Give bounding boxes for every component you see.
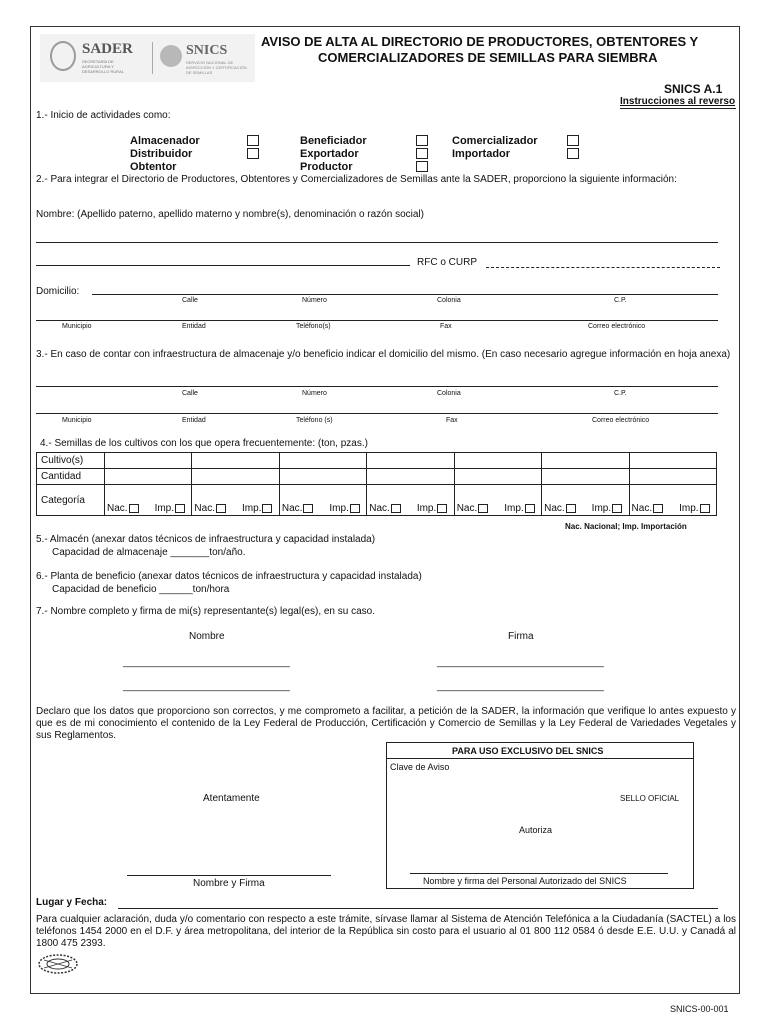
snics-personal-label: Nombre y firma del Personal Autorizado del SNICS [423, 876, 627, 886]
instructions-note: Instrucciones al reverso [620, 96, 736, 107]
categoria-cell[interactable] [542, 485, 629, 516]
imp-label: Imp. [329, 503, 349, 514]
cultivo-cell[interactable] [454, 453, 541, 469]
infra-label-cp: C.P. [614, 390, 627, 397]
infra-label-fax: Fax [446, 417, 458, 424]
logo-divider [152, 42, 153, 74]
rep-name-line-1[interactable]: ______________________________ [123, 657, 290, 668]
imp-label: Imp. [591, 503, 612, 514]
name-field-line[interactable] [36, 242, 718, 243]
cantidad-cell[interactable] [629, 469, 716, 485]
infra-label-calle: Calle [182, 390, 198, 397]
rep-sign-line-1[interactable]: ______________________________ [437, 657, 604, 668]
checkbox-productor[interactable] [416, 161, 428, 172]
checkbox-importador[interactable] [567, 148, 579, 159]
option-almacenador-label: Almacenador [130, 135, 200, 147]
eagle-seal-icon [50, 41, 76, 71]
nac-checkbox[interactable] [303, 504, 313, 513]
dom-label-colonia: Colonia [437, 297, 461, 304]
table-row [37, 485, 717, 516]
cantidad-cell[interactable] [279, 469, 366, 485]
imp-checkbox[interactable] [437, 504, 447, 513]
document-code: SNICS-00-001 [670, 1004, 729, 1014]
nac-checkbox[interactable] [566, 504, 576, 513]
domicilio-line-2[interactable] [36, 320, 718, 321]
option-obtentor-label: Obtentor [130, 161, 177, 173]
name-field-line-2[interactable] [36, 265, 410, 266]
nac-checkbox[interactable] [653, 504, 663, 513]
infra-label-correo: Correo electrónico [592, 417, 650, 424]
rfc-label: RFC o CURP [417, 257, 478, 268]
infra-label-entidad: Entidad [182, 417, 206, 424]
form-title-line2: COMERCIALIZADORES DE SEMILLAS PARA SIEMBRA [318, 50, 658, 65]
imp-checkbox[interactable] [175, 504, 185, 513]
sader-logo-text: SADER [82, 41, 133, 57]
categoria-cell[interactable] [192, 485, 279, 516]
table-row [37, 453, 717, 469]
checkbox-beneficiador[interactable] [416, 135, 428, 146]
rfc-field-line[interactable] [486, 267, 720, 268]
cultivo-cell[interactable] [542, 453, 629, 469]
lugar-fecha-label: Lugar y Fecha: [36, 897, 108, 908]
nac-label: Nac. [631, 503, 653, 514]
domicilio-line-1[interactable] [92, 294, 718, 295]
option-importador-label: Importador [452, 148, 511, 160]
cultivo-cell[interactable] [279, 453, 366, 469]
dom-label-numero: Número [302, 297, 327, 304]
option-comercializador-label: Comercializador [452, 135, 538, 147]
dom-label-fax: Fax [440, 323, 452, 330]
checkbox-distribuidor[interactable] [247, 148, 259, 159]
section5-line1: 5.- Almacén (anexar datos técnicos de infraestructura y capacidad instalada) [36, 534, 376, 545]
nac-label: Nac. [281, 503, 303, 514]
nac-checkbox[interactable] [216, 504, 226, 513]
imp-label: Imp. [504, 503, 524, 514]
option-distribuidor-label: Distribuidor [130, 148, 193, 160]
imp-checkbox[interactable] [612, 504, 622, 513]
rep-firma-label: Firma [508, 631, 534, 642]
cantidad-cell[interactable] [454, 469, 541, 485]
section3-heading: 3.- En caso de contar con infraestructura de almacenaje y/o beneficio indicar el domicilio del mismo. (En caso necesario agregue información en hoja anexa) [36, 349, 731, 360]
lugar-fecha-line[interactable] [118, 908, 718, 909]
table-row [37, 469, 717, 485]
section6-line2: Capacidad de beneficio ______ton/hora [52, 584, 230, 595]
categoria-cell[interactable] [279, 485, 366, 516]
section1-heading: 1.- Inicio de actividades como: [36, 110, 171, 121]
atentamente-label: Atentamente [203, 793, 260, 804]
option-productor-label: Productor [300, 161, 353, 173]
nac-label: Nac. [544, 503, 565, 514]
section4-heading: 4.- Semillas de los cultivos con los que opera frecuentemente: (ton, pzas.) [40, 438, 368, 449]
checkbox-comercializador[interactable] [567, 135, 579, 146]
imp-label: Imp. [679, 503, 699, 514]
row-label-cultivo: Cultivo(s) [37, 453, 105, 469]
categoria-cell[interactable] [105, 485, 192, 516]
snics-logo-text: SNICS [186, 43, 228, 58]
rep-sign-line-2[interactable]: ______________________________ [437, 681, 604, 692]
cantidad-cell[interactable] [542, 469, 629, 485]
crops-table [36, 452, 717, 516]
cantidad-cell[interactable] [192, 469, 279, 485]
sactel-logo-icon [36, 952, 80, 981]
imp-checkbox[interactable] [350, 504, 360, 513]
cantidad-cell[interactable] [105, 469, 192, 485]
dom-label-correo: Correo electrónico [588, 323, 646, 330]
section7-heading: 7.- Nombre completo y firma de mi(s) representante(s) legal(es), en su caso. [36, 606, 376, 617]
dom-label-telefono: Teléfono(s) [296, 323, 331, 330]
row-label-categoria: Categoría [37, 485, 105, 516]
sader-logo-subtext: SECRETARÍA DE AGRICULTURA Y DESARROLLO RURAL [82, 59, 125, 74]
name-label: Nombre: (Apellido paterno, apellido materno y nombre(s), denominación o razón social) [36, 209, 424, 220]
row-label-cantidad: Cantidad [37, 469, 105, 485]
nac-checkbox[interactable] [129, 504, 139, 513]
form-code: SNICS A.1 [664, 82, 723, 96]
snics-box-title-rule [386, 758, 694, 759]
dom-label-entidad: Entidad [182, 323, 206, 330]
infra-label-colonia: Colonia [437, 390, 461, 397]
sello-oficial-label: SELLO OFICIAL [620, 794, 680, 803]
nac-label: Nac. [194, 503, 215, 514]
categoria-cell[interactable] [454, 485, 541, 516]
snics-circle-icon [160, 45, 182, 67]
nac-checkbox[interactable] [478, 504, 488, 513]
option-exportador-label: Exportador [300, 148, 359, 160]
infra-label-numero: Número [302, 390, 327, 397]
nac-label: Nac. [107, 503, 128, 514]
autoriza-label: Autoriza [519, 825, 553, 835]
snics-box-title: PARA USO EXCLUSIVO DEL SNICS [452, 746, 604, 756]
clave-aviso-label: Clave de Aviso [390, 762, 450, 772]
domicilio-label: Domicilio: [36, 286, 80, 297]
nac-imp-legend: Nac. Nacional; Imp. Importación [565, 522, 687, 531]
imp-checkbox[interactable] [700, 504, 710, 513]
checkbox-almacenador[interactable] [247, 135, 259, 146]
cultivo-cell[interactable] [192, 453, 279, 469]
checkbox-exportador[interactable] [416, 148, 428, 159]
imp-label: Imp. [154, 503, 175, 514]
nac-label: Nac. [369, 503, 390, 514]
imp-label: Imp. [241, 503, 262, 514]
rep-nombre-label: Nombre [189, 631, 225, 642]
declaration-text: Declaro que los datos que proporciono son correctos, y me comprometo a facilitar, a petición de la SADER, la información que verifique lo antes expuesto y que es de mi conocimiento el contenido de la Ley Federal de Producción, Certificación y Comercio de Semillas y la Ley Federal de Variedades Vegetales y sus Reglamentos. [36, 706, 736, 741]
dom-label-municipio: Municipio [62, 323, 92, 330]
cultivo-cell[interactable] [367, 453, 454, 469]
nac-checkbox[interactable] [391, 504, 401, 513]
categoria-cell[interactable] [367, 485, 454, 516]
infra-line-2[interactable] [36, 413, 718, 414]
categoria-cell[interactable] [629, 485, 716, 516]
snics-logo-subtext: SERVICIO NACIONAL DE INSPECCIÓN Y CERTIFICACIÓN DE SEMILLAS [186, 60, 247, 75]
cantidad-cell[interactable] [367, 469, 454, 485]
dom-label-cp: C.P. [614, 297, 627, 304]
applicant-name-sign-label: Nombre y Firma [193, 878, 265, 889]
section5-line2: Capacidad de almacenaje _______ton/año. [52, 547, 246, 558]
section6-line1: 6.- Planta de beneficio (anexar datos técnicos de infraestructura y capacidad instalada) [36, 571, 422, 582]
contact-text: Para cualquier aclaración, duda y/o comentario con respecto a este trámite, sírvase llamar al Sistema de Atención Telefónica a la Ciudadanía (SACTEL) a los teléfonos 1454 2000 en el D.F. y área metropolitana, del interior de la República sin costo para el usuario al 01 800 112 0584 ó desde E.E. U.U. y Canadá al 1800 475 2393. [36, 914, 736, 949]
imp-checkbox[interactable] [262, 504, 272, 513]
infra-label-telefono: Teléfono (s) [296, 417, 333, 424]
logo-block [40, 34, 255, 82]
snics-signature-line[interactable] [410, 873, 668, 874]
infra-label-municipio: Municipio [62, 417, 92, 424]
cultivo-cell[interactable] [105, 453, 192, 469]
option-beneficiador-label: Beneficiador [300, 135, 367, 147]
form-title-line1: AVISO DE ALTA AL DIRECTORIO DE PRODUCTORES, OBTENTORES Y [261, 34, 699, 49]
imp-checkbox[interactable] [525, 504, 535, 513]
header-rule [620, 108, 736, 109]
infra-line-1[interactable] [36, 386, 718, 387]
cultivo-cell[interactable] [629, 453, 716, 469]
section2-heading: 2.- Para integrar el Directorio de Productores, Obtentores y Comercializadores de Semillas ante la SADER, proporciono la siguiente información: [36, 174, 677, 185]
imp-label: Imp. [416, 503, 437, 514]
nac-label: Nac. [456, 503, 478, 514]
rep-name-line-2[interactable]: ______________________________ [123, 681, 290, 692]
applicant-signature-line[interactable] [127, 875, 331, 876]
dom-label-calle: Calle [182, 297, 198, 304]
